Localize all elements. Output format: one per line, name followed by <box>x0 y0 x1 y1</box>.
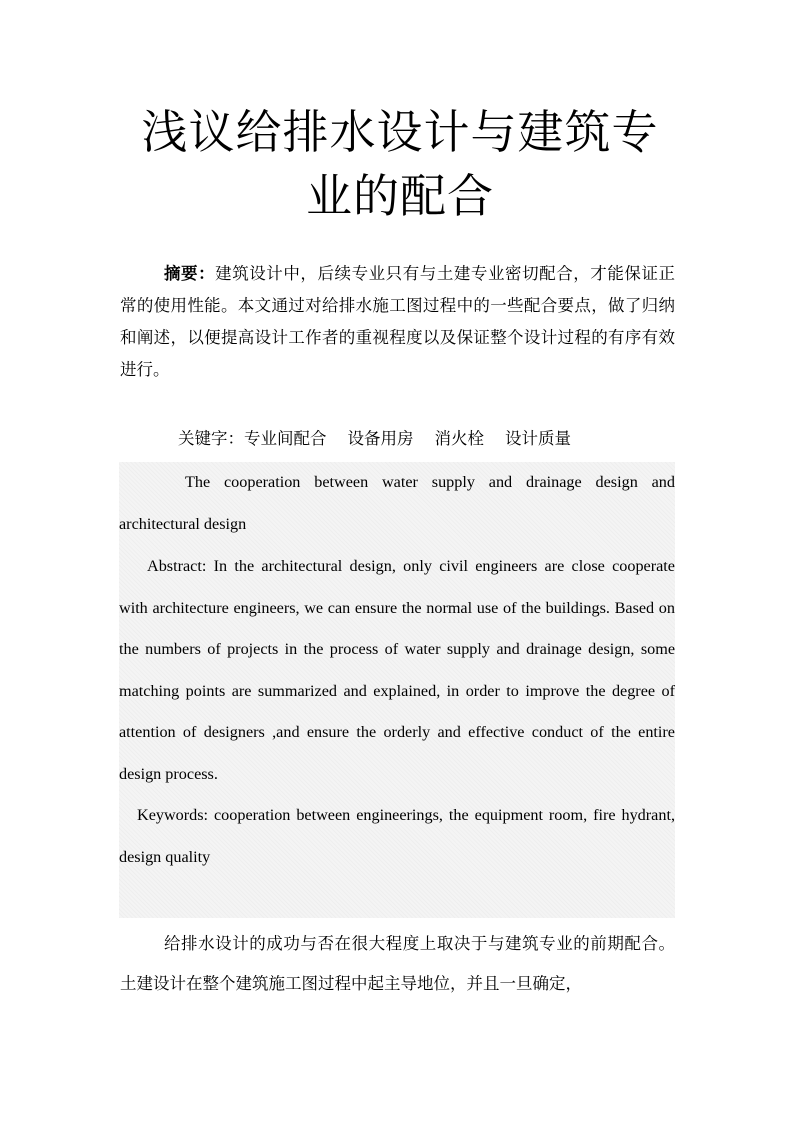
title-line-2: 业的配合 <box>306 169 494 223</box>
english-title: The cooperation between water supply and drainage design and architectural design <box>119 473 675 533</box>
english-abstract-block <box>119 462 675 918</box>
chinese-keywords: 关键字：专业间配合 设备用房 消火栓 设计质量 <box>178 429 571 448</box>
document-title <box>120 100 680 228</box>
abstract-label: 摘要： <box>164 264 216 283</box>
body-paragraph: 给排水设计的成功与否在很大程度上取决于与建筑专业的前期配合。土建设计在整个建筑施工图过程中起主导地位，并且一旦确定， <box>120 934 675 993</box>
chinese-abstract <box>120 258 675 386</box>
english-keywords: Keywords: cooperation between engineerings, the equipment room, fire hydrant, design quality <box>119 806 675 866</box>
title-line-1: 浅议给排水设计与建筑专 <box>141 105 659 159</box>
english-abstract: Abstract: In the architectural design, only civil engineers are close cooperate with architecture engineers, we can ensure the normal use of the buildings. Based on the numbers of projects in the process of water supply and drainage design, some matching points are summarized and explained, in order to improve the degree of attention of designers ,and ensure the orderly and effective conduct of the entire design process. <box>119 557 675 783</box>
abstract-text: 建筑设计中，后续专业只有与土建专业密切配合，才能保证正常的使用性能。本文通过对给排水施工图过程中的一些配合要点，做了归纳和阐述，以便提高设计工作者的重视程度以及保证整个设计过程的有序有效进行。 <box>120 264 676 379</box>
